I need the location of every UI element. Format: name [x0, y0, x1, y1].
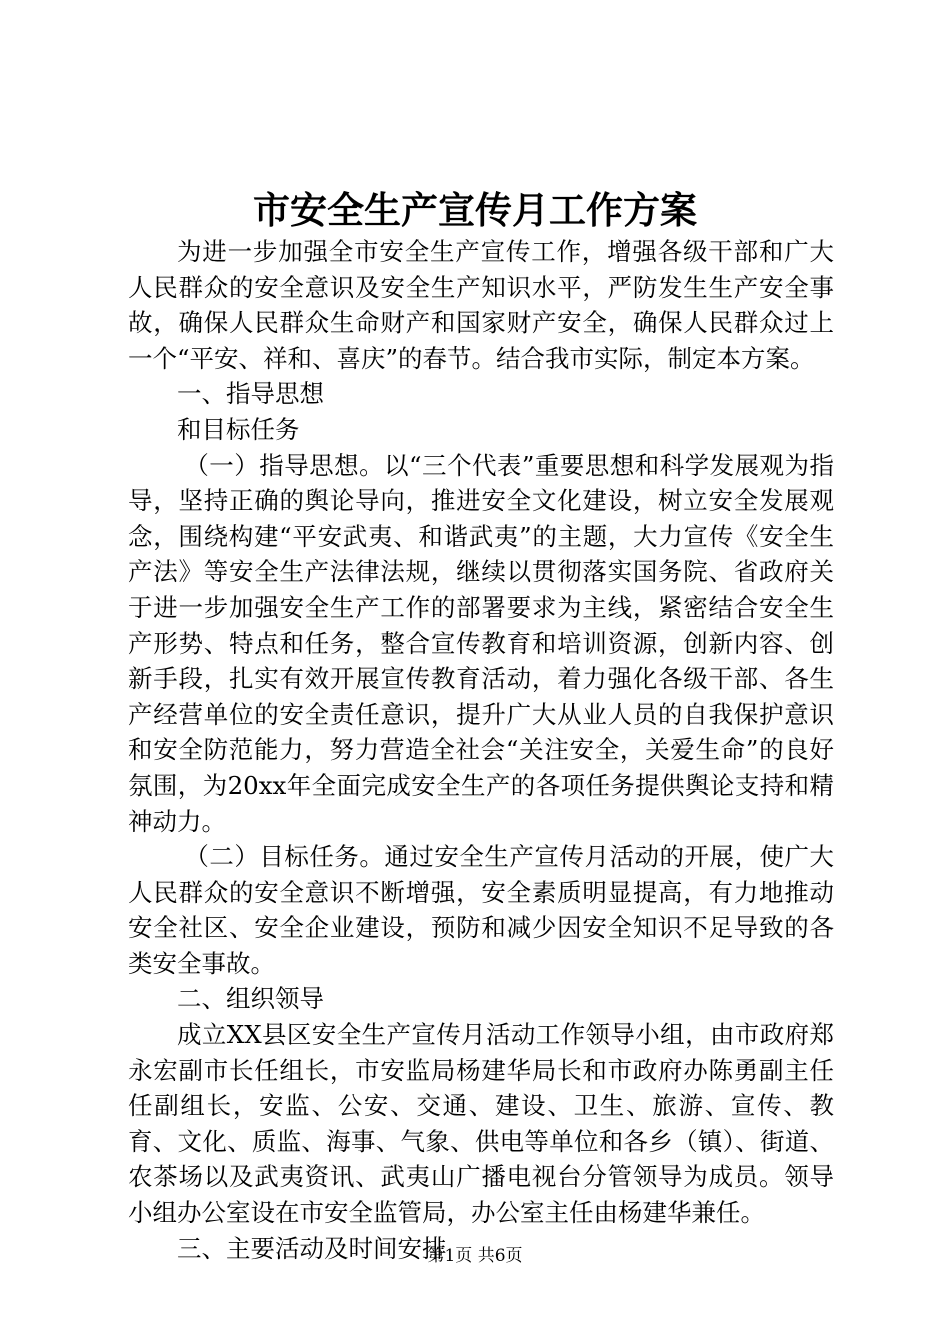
- document-title: 市安全生产宣传月工作方案: [253, 188, 697, 232]
- page-footer: 第1页 共6页: [427, 1246, 523, 1266]
- section-heading-guiding-thought: 一、指导思想: [177, 379, 324, 409]
- intro-paragraph: 为进一步加强全市安全生产宣传工作，增强各级干部和广大人民群众的安全意识及安全生产知识水平，严防发生生产安全事故，确保人民群众生命财产和国家财产安全，确保人民群众过上一个“平安、祥和、喜庆”的春节。结合我市实际，制定本方案。: [128, 237, 834, 373]
- document-body: [128, 234, 834, 1266]
- section-heading-organization: 二、组织领导: [177, 984, 324, 1014]
- guiding-thought-paragraph: （一）指导思想。以“三个代表”重要思想和科学发展观为指导，坚持正确的舆论导向，推进安全文化建设，树立安全发展观念，围绕构建“平安武夷、和谐武夷”的主题，大力宣传《安全生产法》等安全生产法律法规，继续以贯彻落实国务院、省政府关于进一步加强安全生产工作的部署要求为主线，紧密结合安全生产形势、特点和任务，整合宣传教育和培训资源，创新内容、创新手段，扎实有效开展宣传教育活动，着力强化各级干部、各生产经营单位的安全责任意识，提升广大从业人员的自我保护意识和安全防范能力，努力营造全社会“关注安全，关爱生命”的良好氛围，为20xx年全面完成安全生产的各项任务提供舆论支持和精神动力。: [128, 450, 834, 836]
- target-task-paragraph: （二）目标任务。通过安全生产宣传月活动的开展，使广大人民群众的安全意识不断增强，安全素质明显提高，有力地推动安全社区、安全企业建设，预防和减少因安全知识不足导致的各类安全事故。: [128, 842, 834, 978]
- organization-paragraph: 成立XX县区安全生产宣传月活动工作领导小组，由市政府郑永宏副市长任组长，市安监局杨建华局长和市政府办陈勇副主任任副组长，安监、公安、交通、建设、卫生、旅游、宣传、教育、文化、质监、海事、气象、供电等单位和各乡（镇）、街道、农茶场以及武夷资讯、武夷山广播电视台分管领导为成员。领导小组办公室设在市安全监管局，办公室主任由杨建华兼任。: [128, 1020, 834, 1228]
- section-heading-activities: 三、主要活动及时间安排: [177, 1233, 447, 1263]
- section-heading-continuation: 和目标任务: [177, 414, 300, 444]
